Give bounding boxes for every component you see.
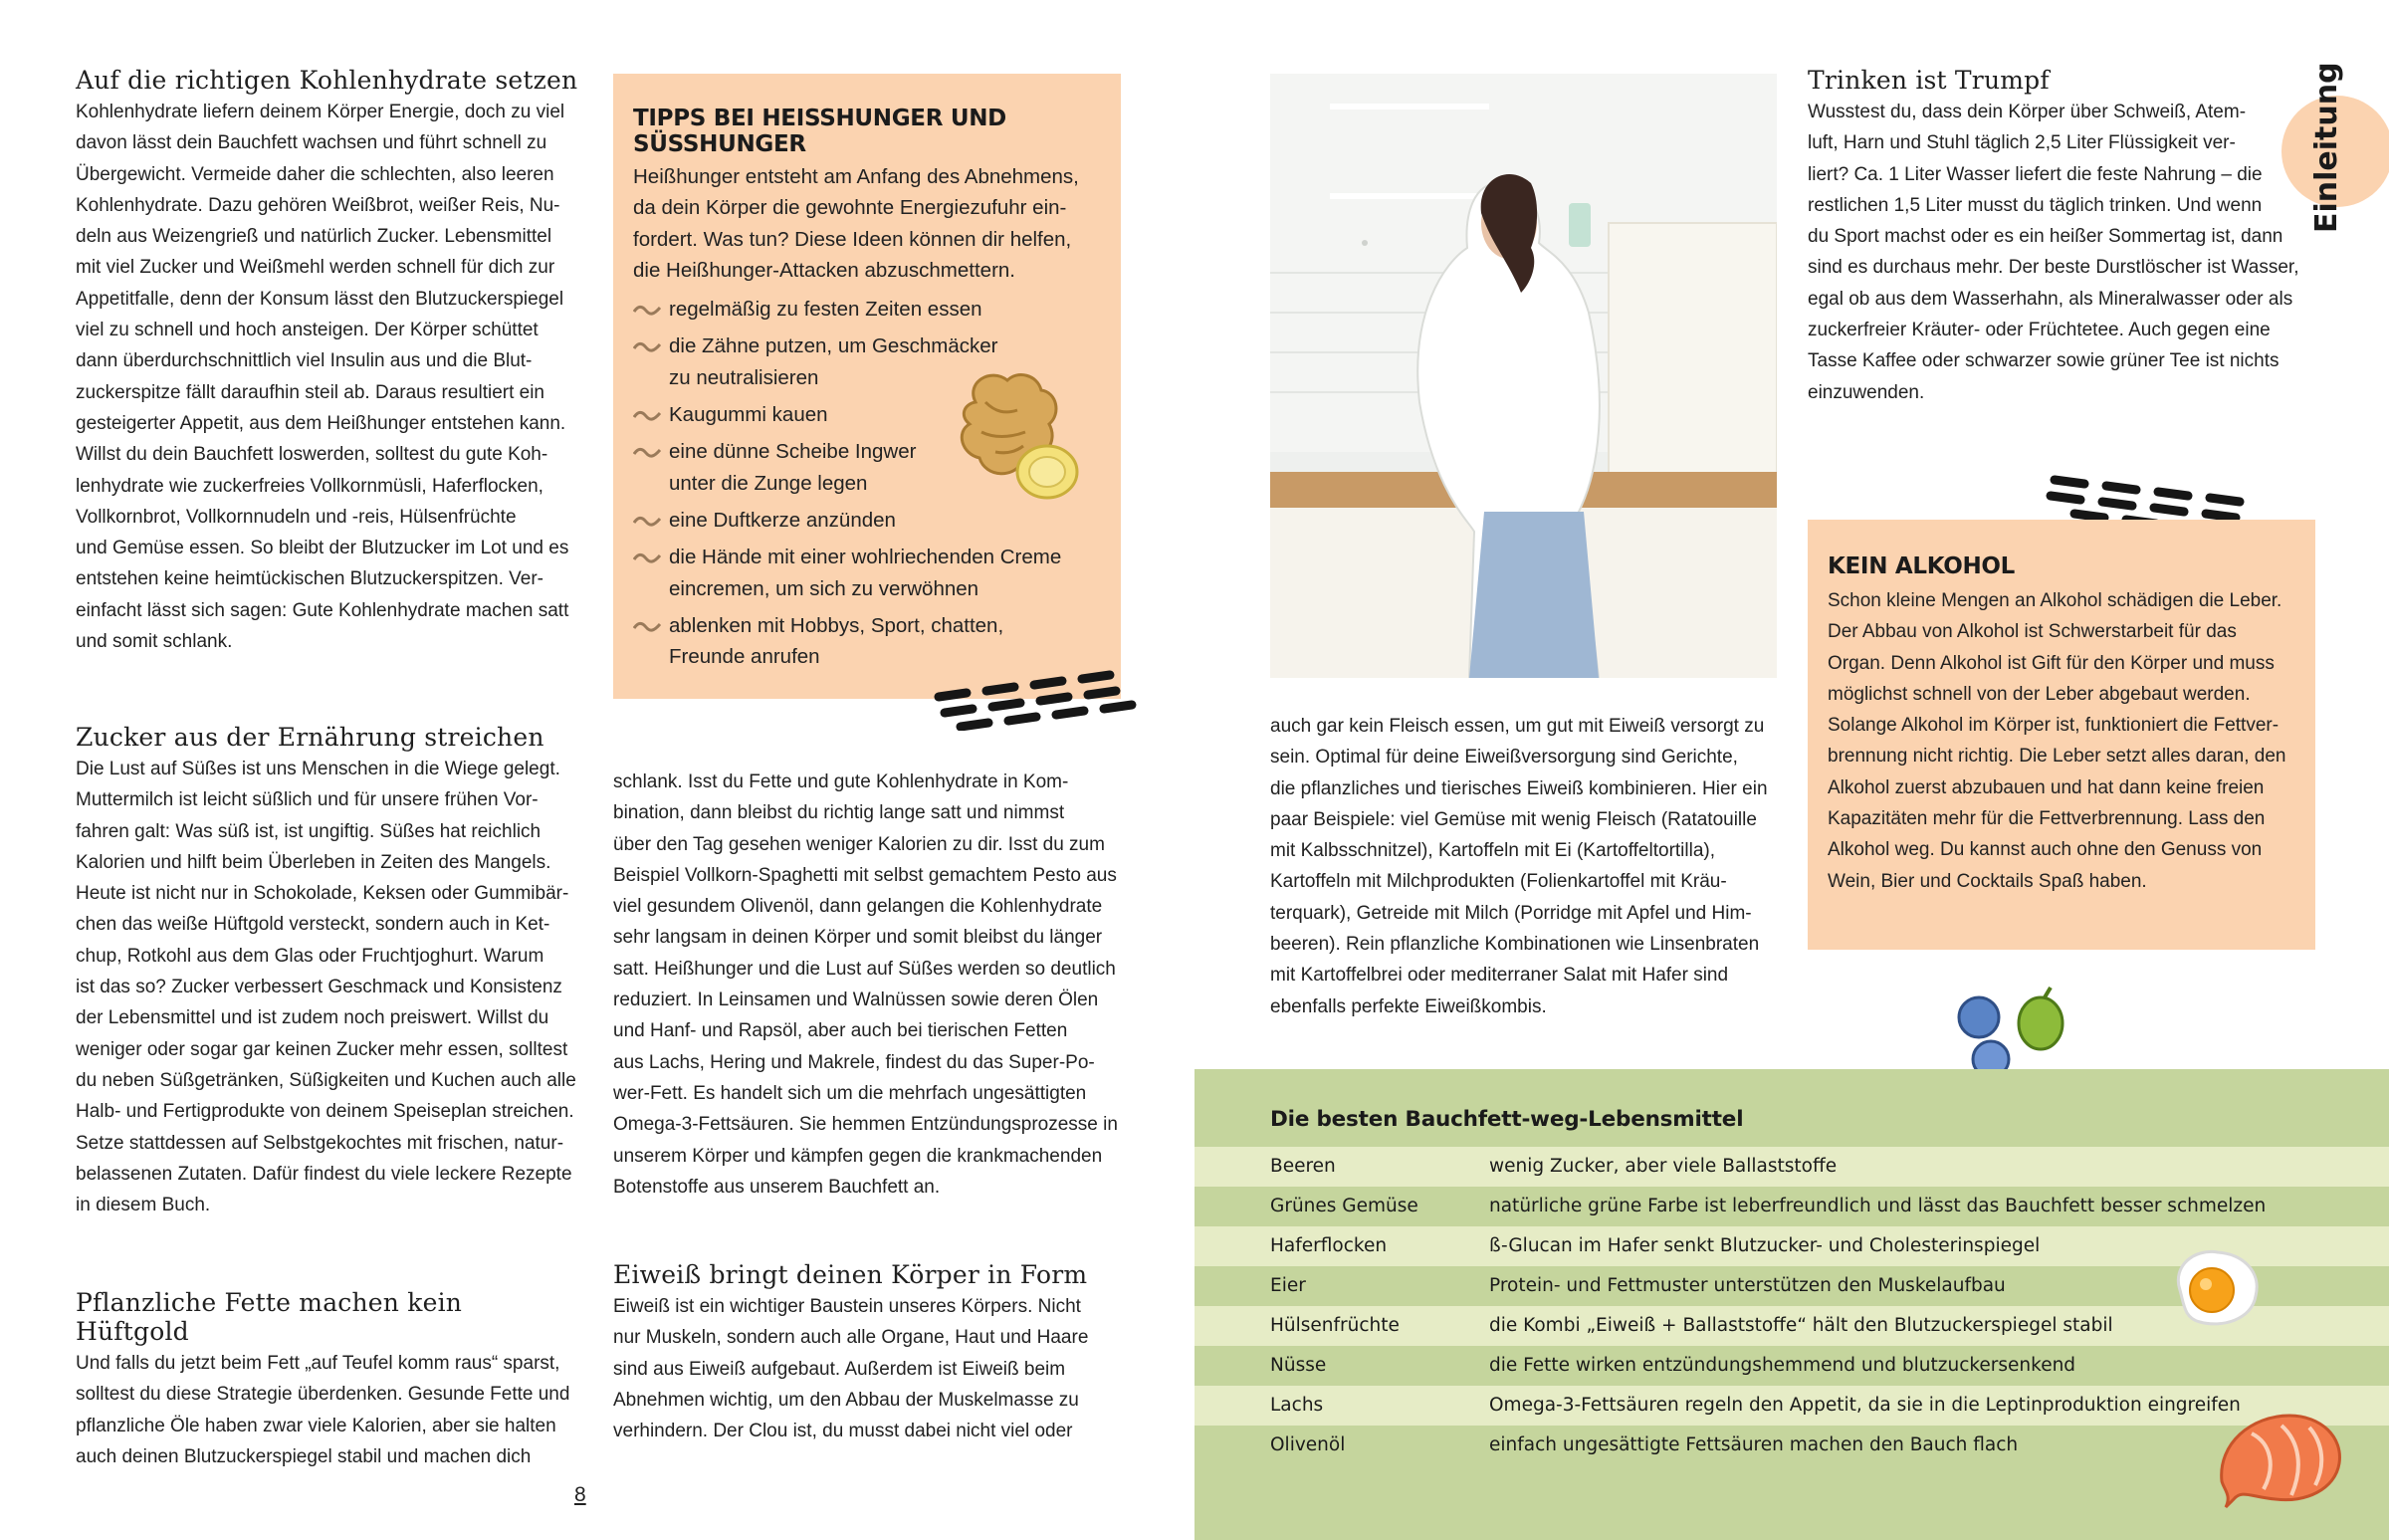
tip-text-line: Freunde anrufen [669,645,820,669]
tip-text-line: regelmäßig zu festen Zeiten essen [669,298,982,322]
text-line: und Gemüse essen. So bleibt der Blutzucker im Lot und es [76,538,569,559]
food-benefit: die Fette wirken entzündungshemmend und blutzuckersenkend [1489,1355,2076,1376]
wave-bullet-icon [633,445,661,459]
text-line: Übergewicht. Vermeide daher die schlechten, also leeren [76,163,554,185]
text-line: Muttermilch ist leicht süßlich und für unsere frühen Vor- [76,789,539,811]
food-name: Eier [1270,1275,1306,1296]
food-benefit: ß-Glucan im Hafer senkt Blutzucker- und Cholesterinspiegel [1489,1235,2041,1256]
heading-eiweiss: Eiweiß bringt deinen Körper in Form [613,1260,1088,1289]
text-line: mit Kartoffelbrei oder mediterraner Salat mit Hafer sind [1270,965,1729,987]
text-line: Omega-3-Fettsäuren. Sie hemmen Entzündungsprozesse in [613,1114,1118,1136]
wave-bullet-icon [633,408,661,422]
text-line: verhindern. Der Clou ist, du musst dabei nicht viel oder [613,1421,1073,1442]
text-line: und somit schlank. [76,631,233,653]
text-line: wer-Fett. Es handelt sich um die mehrfach ungesättigten [613,1082,1087,1104]
dash-pattern-icon [931,665,1150,731]
text-line: zuckerfreier Kräuter- oder Früchtetee. Auch gegen eine [1808,320,2271,341]
text-line: fahren galt: Was süß ist, ist ungiftig. Süßes hat reichlich [76,820,542,842]
text-line: gesteigerter Appetit, aus dem Heißhunger entstehen kann. [76,412,566,434]
tip-item [633,294,1101,325]
text-line: auch deinen Blutzuckerspiegel stabil und machen dich [76,1445,532,1467]
text-line: paar Beispiele: viel Gemüse mit wenig Fleisch (Ratatouille [1270,808,1757,830]
wave-bullet-icon [633,303,661,317]
text-line: Abnehmen wichtig, um den Abbau der Muskelmasse zu [613,1389,1079,1411]
text-line: liert? Ca. 1 Liter Wasser liefert die feste Nahrung – die [1808,163,2263,185]
tip-item [633,610,1101,673]
alcohol-box [1808,520,2315,950]
text-line: terquark), Getreide mit Milch (Porridge mit Apfel und Him- [1270,902,1752,924]
text-line: pflanzliche Öle haben zwar viele Kalorien, aber sie halten [76,1415,556,1436]
paragraph-fette [76,1348,583,1472]
text-line: solltest du diese Strategie überdenken. Gesunde Fette und [76,1384,570,1406]
text-line: fordert. Was tun? Diese Ideen können dir helfen, [633,227,1072,251]
tip-text-line: ablenken mit Hobbys, Sport, chatten, [669,613,1004,637]
text-line: Kohlenhydrate. Dazu gehören Weißbrot, weißer Reis, Nu- [76,194,560,216]
tip-text-line: unter die Zunge legen [669,471,868,495]
text-line: Heute ist nicht nur in Schokolade, Keksen oder Gummibär- [76,883,569,905]
food-benefit: natürliche grüne Farbe ist leberfreundlich und lässt das Bauchfett besser schmelzen [1489,1196,2267,1216]
text-line: Willst du dein Bauchfett loswerden, solltest du gute Koh- [76,444,548,466]
alcohol-title: KEIN ALKOHOL [1828,553,2016,579]
heading-trinken: Trinken ist Trumpf [1808,66,2050,95]
text-line: Eiweiß ist ein wichtiger Baustein unseres Körpers. Nicht [613,1296,1081,1317]
text-line: deln aus Weizengrieß und natürlich Zucker. Lebensmittel [76,226,552,248]
food-benefit: Protein- und Fettmuster unterstützen den Muskelaufbau [1489,1275,2006,1296]
text-line: weniger oder sogar gar keinen Zucker mehr essen, solltest [76,1038,568,1060]
text-line: satt. Heißhunger und die Lust auf Süßes werden so deutlich [613,958,1116,980]
paragraph-trinken [1808,97,2305,408]
text-line: Kapazitäten mehr für die Fettverbrennung. Lass den [1828,808,2266,830]
text-line: Heißhunger entsteht am Anfang des Abnehmens, [633,165,1079,188]
table-row [1194,1147,2389,1187]
food-name: Lachs [1270,1395,1324,1416]
text-line: schlank. Isst du Fette und gute Kohlenhydrate in Kom- [613,771,1069,792]
text-line: aus Lachs, Hering und Makrele, findest du das Super-Po- [613,1051,1095,1073]
text-line: sind aus Eiweiß aufgebaut. Außerdem ist Eiweiß beim [613,1358,1066,1380]
text-line: da dein Körper die gewohnte Energiezufuhr ein- [633,196,1067,220]
photo-woman-drinking-water [1270,74,1777,678]
table-row [1194,1346,2389,1386]
text-line: Organ. Denn Alkohol ist Gift für den Körper und muss [1828,652,2275,674]
text-line: Kalorien und hilft beim Überleben in Zeiten des Mangels. [76,851,551,873]
alcohol-paragraph [1828,585,2295,897]
section-eiweiss [613,1260,1131,1446]
text-line: und Hanf- und Rapsöl, aber auch bei tierischen Fetten [613,1020,1068,1042]
wave-bullet-icon [633,339,661,353]
text-line: restlichen 1,5 Liter musst du täglich trinken. Und wenn [1808,194,2263,216]
foods-table-title: Die besten Bauchfett-weg-Lebensmittel [1270,1107,1744,1132]
text-line: beeren). Rein pflanzliche Kombinationen wie Linsenbraten [1270,934,1760,956]
table-row [1194,1187,2389,1226]
section-kohlenhydrate [76,66,583,657]
text-line: entstehen keine heimtückischen Blutzuckerspitzen. Ver- [76,568,543,590]
text-line: Halb- und Fertigprodukte von deinem Speiseplan streichen. [76,1101,574,1123]
text-line: nur Muskeln, sondern auch alle Organe, Haut und Haare [613,1327,1089,1349]
text-line: viel gesundem Olivenöl, dann gelangen die Kohlenhydrate [613,896,1103,918]
food-name: Haferflocken [1270,1235,1388,1256]
text-line: Alkohol weg. Du kannst auch ohne den Genuss von [1828,839,2263,861]
text-line: über den Tag gesehen weniger Kalorien zu dir. Isst du zum [613,833,1105,855]
text-line: zuckerspitze fällt daraufhin steil ab. Daraus resultiert ein [76,381,545,403]
text-line: Wusstest du, dass dein Körper über Schweiß, Atem- [1808,102,2247,122]
tip-text-line: eine Duftkerze anzünden [669,508,896,532]
section-tab-label: Einleitung [2309,62,2344,233]
text-line: du Sport machst oder es ein heißer Sommertag ist, dann [1808,226,2283,248]
food-name: Olivenöl [1270,1434,1346,1455]
text-line: die Heißhunger-Attacken abzuschmettern. [633,258,1016,282]
text-line: einfacht lässt sich sagen: Gute Kohlenhydrate machen satt [76,599,569,621]
fried-egg-icon [2166,1242,2266,1332]
text-line: Appetitfalle, denn der Konsum lässt den Blutzuckerspiegel [76,288,564,310]
paragraph-eiweiss [613,1291,1131,1446]
tip-text-line: zu neutralisieren [669,365,819,389]
food-benefit: wenig Zucker, aber viele Ballaststoffe [1489,1156,1838,1177]
text-line: brennung nicht richtig. Die Leber setzt alles daran, den [1828,746,2286,768]
heading-fette: Pflanzliche Fette machen kein Hüftgold [76,1288,463,1346]
text-line: sehr langsam in deinen Körper und somit bleibst du länger [613,927,1103,949]
text-line: mit Kalbsschnitzel), Kartoffeln mit Ei (Kartoffeltortilla), [1270,840,1716,862]
text-line: Schon kleine Mengen an Alkohol schädigen die Leber. [1828,590,2282,611]
text-line: Wein, Bier und Cocktails Spaß haben. [1828,870,2147,892]
section-trinken [1808,66,2305,408]
text-line: du neben Süßgetränken, Süßigkeiten und Kuchen auch alle [76,1069,576,1091]
wave-bullet-icon [633,514,661,528]
paragraph-fette-continued [613,767,1131,1203]
text-line: sein. Optimal für deine Eiweißversorgung sind Gerichte, [1270,747,1738,769]
text-line: der Lebensmittel und ist zudem noch preiswert. Willst du [76,1007,549,1029]
tip-text-line: eine dünne Scheibe Ingwer [669,440,917,464]
text-line: Kohlenhydrate liefern deinem Körper Energie, doch zu viel [76,102,565,122]
text-line: chen das weiße Hüftgold versteckt, sondern auch in Ket- [76,914,550,936]
wave-bullet-icon [633,550,661,564]
text-line: bination, dann bleibst du richtig lange satt und nimmst [613,802,1065,824]
tips-title: TIPPS BEI HEISSHUNGER UND SÜSSHUNGER [633,106,1006,157]
tip-text-line: die Hände mit einer wohlriechenden Creme [669,546,1062,569]
tip-text-line: die Zähne putzen, um Geschmäcker [669,334,998,358]
food-name: Nüsse [1270,1355,1327,1376]
section-zucker [76,723,583,1220]
text-line: belassenen Zutaten. Dafür findest du viele leckere Rezepte [76,1163,572,1185]
wave-bullet-icon [633,619,661,633]
food-benefit: die Kombi „Eiweiß + Ballaststoffe“ hält den Blutzuckerspiegel stabil [1489,1315,2113,1336]
text-line: Setze stattdessen auf Selbstgekochtes mit frischen, natur- [76,1132,564,1154]
text-line: Tasse Kaffee oder schwarzer sowie grüner Tee ist nichts [1808,350,2280,372]
text-line: Solange Alkohol im Körper ist, funktioniert die Fettver- [1828,715,2280,737]
text-line: Botenstoffe aus unserem Bauchfett an. [613,1176,941,1198]
tip-text-line: eincremen, um sich zu verwöhnen [669,576,979,600]
text-line: Beispiel Vollkorn-Spaghetti mit selbst gemachtem Pesto aus [613,864,1117,886]
salmon-steak-icon [2212,1404,2351,1513]
tips-intro [633,161,1101,286]
text-line: auch gar kein Fleisch essen, um gut mit Eiweiß versorgt zu [1270,716,1765,737]
food-benefit: einfach ungesättigte Fettsäuren machen den Bauch flach [1489,1434,2019,1455]
page-number: 8 [574,1483,586,1506]
text-line: in diesem Buch. [76,1195,211,1216]
text-line: luft, Harn und Stuhl täglich 2,5 Liter Flüssigkeit ver- [1808,132,2236,154]
text-line: mit viel Zucker und Weißmehl werden schnell für dich zur [76,257,555,279]
tip-text-line: Kaugummi kauen [669,403,828,427]
text-line: Vollkornbrot, Vollkornnudeln und -reis, Hülsenfrüchte [76,506,517,528]
text-line: möglichst schnell von der Leber abgebaut werden. [1828,683,2251,705]
text-line: ebenfalls perfekte Eiweißkombis. [1270,995,1547,1017]
heading-kohlenhydrate: Auf die richtigen Kohlenhydrate setzen [76,66,578,95]
table-row [1194,1386,2389,1426]
food-benefit: Omega-3-Fettsäuren regeln den Appetit, da sie in die Leptinproduktion eingreifen [1489,1395,2241,1416]
text-line: sind es durchaus mehr. Der beste Durstlöscher ist Wasser, [1808,257,2299,279]
ginger-icon [946,362,1085,512]
section-fette [76,1288,583,1472]
food-name: Hülsenfrüchte [1270,1315,1400,1336]
paragraph-kohlenhydrate [76,97,583,657]
text-line: dann überdurchschnittlich viel Insulin aus und die Blut- [76,350,533,372]
text-line: chup, Rotkohl aus dem Glas oder Fruchtjoghurt. Warum [76,945,544,967]
text-line: davon lässt dein Bauchfett wachsen und führt schnell zu [76,132,547,154]
text-line: egal ob aus dem Wasserhahn, als Mineralwasser oder als [1808,288,2293,310]
text-line: die pflanzliches und tierisches Eiweiß kombinieren. Hier ein [1270,777,1768,799]
food-name: Beeren [1270,1156,1336,1177]
text-line: ist das so? Zucker verbessert Geschmack und Konsistenz [76,977,562,998]
text-line: einzuwenden. [1808,381,1925,403]
paragraph-zucker [76,754,583,1220]
text-line: Alkohol zuerst abzubauen und hat dann keine freien [1828,776,2265,798]
food-name: Grünes Gemüse [1270,1196,1418,1216]
text-line: Die Lust auf Süßes ist uns Menschen in die Wiege gelegt. [76,759,560,779]
table-row [1194,1426,2389,1465]
text-line: unserem Körper und kämpfen gegen die krankmachenden [613,1145,1103,1167]
text-line: Kartoffeln mit Milchprodukten (Folienkartoffel mit Kräu- [1270,871,1727,893]
text-line: reduziert. In Leinsamen und Walnüssen sowie deren Ölen [613,990,1099,1011]
text-line: lenhydrate wie zuckerfreies Vollkornmüsli, Haferflocken, [76,475,543,497]
text-line: Und falls du jetzt beim Fett „auf Teufel komm raus“ sparst, [76,1353,560,1374]
tip-item [633,542,1101,604]
text-line: Der Abbau von Alkohol ist Schwerstarbeit für das [1828,621,2237,643]
text-line: viel zu schnell und hoch ansteigen. Der Körper schüttet [76,320,539,341]
paragraph-eiweiss-continued [1270,711,1788,1022]
heading-zucker: Zucker aus der Ernährung streichen [76,723,544,752]
